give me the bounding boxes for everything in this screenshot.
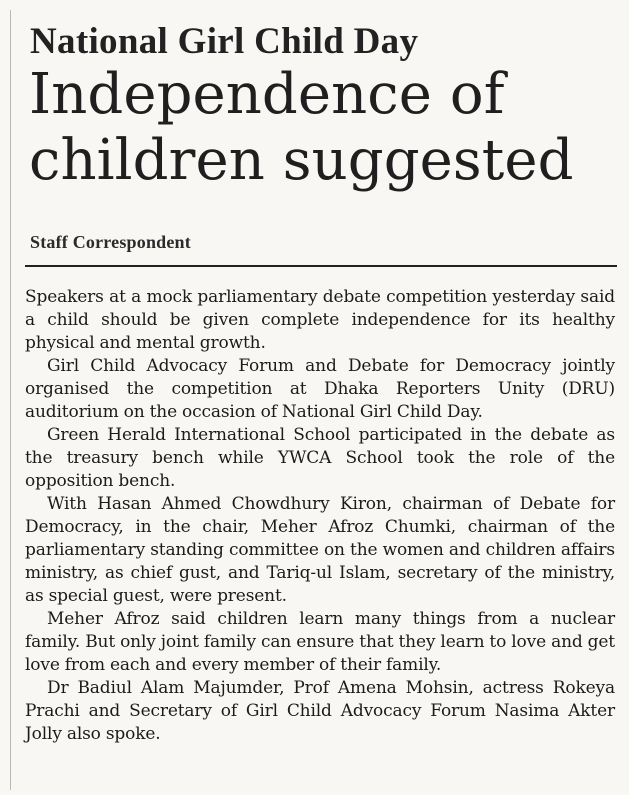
paragraph-5: Meher Afroz said children learn many things from a nuclear family. But only joint family can ensure that they learn to love and get love from each and every member of their family.	[25, 609, 615, 675]
article-headline	[29, 62, 629, 194]
article-body	[25, 286, 615, 746]
left-column-rule	[10, 10, 11, 790]
headline-line-1: Independence of	[29, 62, 505, 127]
paragraph-1: Speakers at a mock parliamentary debate competition yesterday said a child should be given complete independence for its healthy physical and mental growth.	[25, 287, 615, 353]
section-divider	[25, 265, 617, 267]
kicker-title: National Girl Child Day	[30, 21, 419, 62]
paragraph-4: With Hasan Ahmed Chowdhury Kiron, chairman of Debate for Democracy, in the chair, Meher Afroz Chumki, chairman of the parliamentary standing committee on the women and children affairs ministry, as chief gust, and Tariq-ul Islam, secretary of the ministry, as special guest, were present.	[25, 494, 615, 606]
paragraph-2: Girl Child Advocacy Forum and Debate for Democracy jointly organised the competition at Dhaka Reporters Unity (DRU) auditorium on the occasion of National Girl Child Day.	[25, 356, 615, 422]
headline-line-2: children suggested	[29, 128, 574, 193]
paragraph-3: Green Herald International School participated in the debate as the treasury bench while YWCA School took the role of the opposition bench.	[25, 425, 615, 491]
paragraph-6: Dr Badiul Alam Majumder, Prof Amena Mohsin, actress Rokeya Prachi and Secretary of Girl Child Advocacy Forum Nasima Akter Jolly also spoke.	[25, 678, 615, 744]
byline: Staff Correspondent	[30, 232, 191, 252]
